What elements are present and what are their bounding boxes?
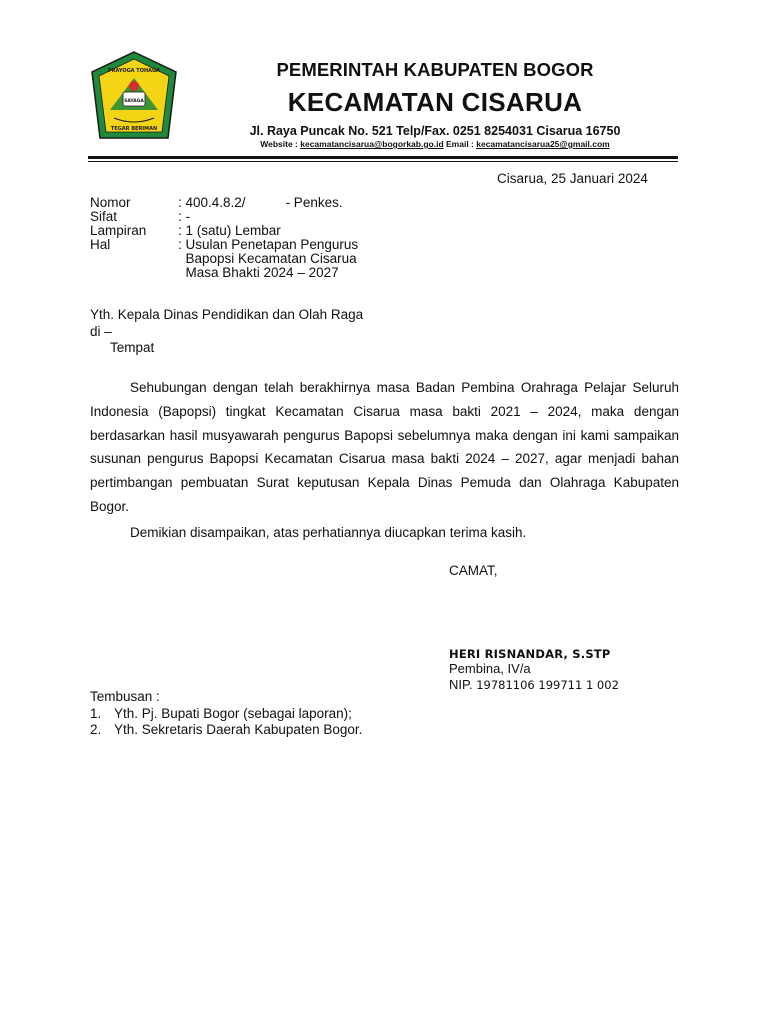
signatory-rank: Pembina, IV/a	[449, 661, 531, 676]
body-paragraph: Sehubungan dengan telah berakhirnya masa Badan Pembina Orahraga Pelajar Seluruh Indonesia (Bapopsi) tingkat Kecamatan Cisarua masa bakti 2021 – 2024, maka dengan berdasarkan hasil musyawarah pengurus Bapopsi sebelumnya maka dengan ini kami sampaikan susunan pengurus Bapopsi Kecamatan Cisarua masa bakti 2024 – 2027, agar menjadi bahan pertimbangan pembuatan Surat keputusan Kepala Dinas Pemuda dan Olahraga Kabupaten Bogor.	[90, 380, 679, 514]
letterhead-office: KECAMATAN CISARUA	[287, 87, 583, 117]
website-link[interactable]: kecamatancisarua@bogorkab.go.id	[300, 139, 444, 149]
letter-meta	[90, 196, 358, 280]
meta-row-sifat	[90, 210, 358, 224]
email-label: Email :	[443, 139, 477, 149]
meta-row-lampiran	[90, 224, 358, 238]
meta-label	[90, 266, 178, 280]
meta-row-hal	[90, 238, 358, 252]
list-item-text: Yth. Pj. Bupati Bogor (sebagai laporan);	[114, 705, 352, 721]
nip-label: NIP.	[449, 677, 477, 692]
carbon-copy-block	[90, 689, 362, 739]
list-item	[90, 706, 362, 723]
meta-value: : -	[178, 209, 190, 224]
letter-body	[90, 376, 679, 545]
signatory-name: HERI RISNANDAR, S.STP	[449, 647, 611, 661]
meta-row-hal-cont-1	[90, 252, 358, 266]
meta-value: : 400.4.8.2/	[178, 195, 246, 210]
recipient-di: di –	[90, 323, 112, 339]
recipient-line: Yth. Kepala Dinas Pendidikan dan Olah Raga	[90, 307, 364, 322]
letterhead-divider-thick	[88, 156, 678, 159]
kabupaten-bogor-emblem-icon	[90, 50, 178, 142]
meta-label	[90, 252, 178, 266]
meta-label: Nomor	[90, 195, 131, 210]
letterhead-address: Jl. Raya Puncak No. 521 Telp/Fax. 0251 8254031 Cisarua 16750	[249, 124, 621, 138]
meta-row-nomor	[90, 196, 358, 210]
meta-value: : Usulan Penetapan Pengurus	[178, 237, 359, 252]
letterhead-contacts	[200, 139, 670, 149]
meta-row-hal-cont-2	[90, 266, 358, 280]
signatory-title: CAMAT,	[449, 563, 498, 578]
letter-date: Cisarua, 25 Januari 2024	[497, 171, 648, 186]
logo-motto: TEGAR BERIMAN	[110, 126, 158, 132]
list-item-number: 1.	[90, 705, 102, 721]
meta-value: Bapopsi Kecamatan Cisarua	[178, 251, 357, 266]
recipient-block	[90, 307, 363, 357]
list-item-text: Yth. Sekretaris Daerah Kabupaten Bogor.	[114, 722, 363, 737]
email-link[interactable]: kecamatancisarua25@gmail.com	[476, 139, 610, 149]
meta-label: Hal	[90, 237, 111, 252]
carbon-copy-heading: Tembusan :	[90, 689, 160, 704]
meta-suffix: - Penkes.	[285, 195, 343, 210]
logo-top-text: PRAYOGA TOHAGA	[107, 68, 161, 74]
meta-label: Lampiran	[90, 223, 147, 238]
letterhead-government: PEMERINTAH KABUPATEN BOGOR	[276, 59, 594, 80]
list-item-number: 2.	[90, 722, 102, 737]
letterhead-divider-thin	[88, 161, 678, 162]
recipient-place: Tempat	[110, 340, 155, 355]
signatory-nip	[449, 677, 619, 692]
nip-number: 19781106 199711 1 002	[476, 678, 619, 692]
logo-center-text: SAYAGA	[124, 99, 144, 104]
closing-paragraph: Demikian disampaikan, atas perhatiannya diucapkan terima kasih.	[130, 524, 527, 540]
website-label: Website :	[260, 139, 301, 149]
list-item	[90, 722, 362, 739]
meta-value: : 1 (satu) Lembar	[178, 223, 281, 238]
meta-value: Masa Bhakti 2024 – 2027	[178, 265, 339, 280]
meta-label: Sifat	[90, 209, 118, 224]
